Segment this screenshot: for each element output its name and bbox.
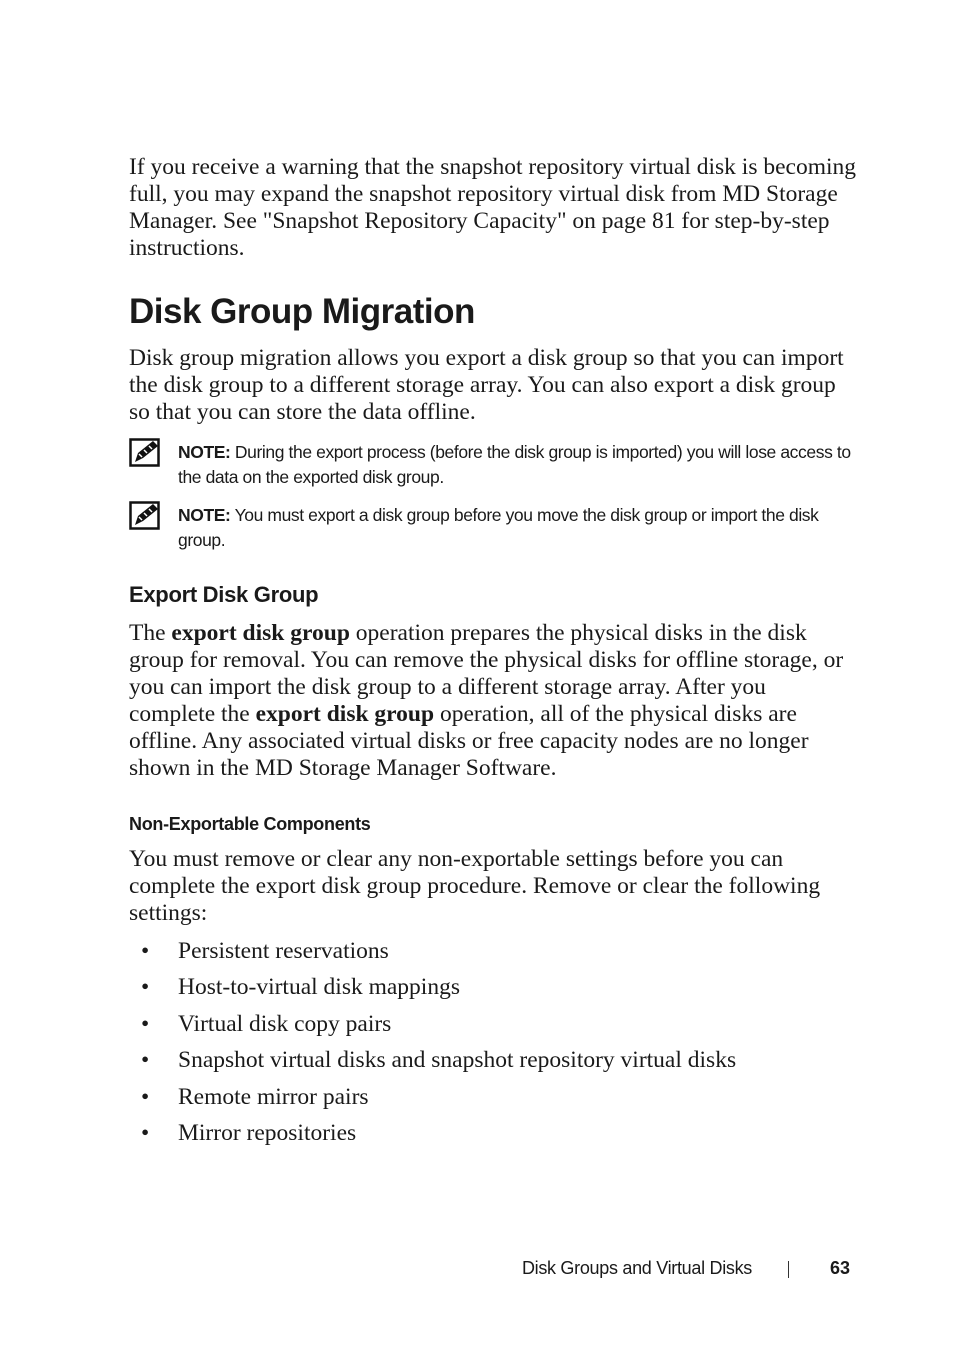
bullet: • — [141, 1010, 150, 1037]
list-item — [129, 1008, 857, 1044]
list-item-text: Host-to-virtual disk mappings — [178, 974, 460, 1001]
list-item-text: Mirror repositories — [178, 1119, 357, 1146]
section-body-paragraph: Disk group migration allows you export a disk group so that you can import the disk group to a different storage array. You can also export a disk group so that you can store the data offline. — [129, 345, 844, 425]
note-pencil-icon — [129, 438, 162, 468]
list-item-text: Remote mirror pairs — [178, 1083, 369, 1110]
list-item-text: Virtual disk copy pairs — [178, 1010, 392, 1037]
export-disk-group-paragraph — [129, 620, 857, 782]
intro-paragraph: If you receive a warning that the snapshot repository virtual disk is becoming full, you may expand the snapshot repository virtual disk from MD Storage Manager. See "Snapshot Repository Capacity" on page 81 for step-by-step instructions. — [129, 154, 857, 261]
page-number: 63 — [829, 1258, 850, 1278]
page-footer — [0, 1253, 954, 1283]
bullet: • — [141, 1047, 150, 1074]
note-1-text: During the export process (before the disk group is imported) you will lose access to the data on the exported disk group. — [178, 442, 851, 487]
footer-divider — [788, 1261, 789, 1278]
paragraph-text: operation prepares the physical disks in the disk group for removal. You can remove the physical disks for offline storage, or you can import the disk group to a different storage array. After you complete the — [129, 620, 844, 727]
subsection-title: Export Disk Group — [129, 582, 319, 607]
list-item — [129, 1044, 857, 1080]
list-item — [129, 935, 857, 971]
bullet: • — [141, 1119, 150, 1146]
list-item — [129, 1117, 857, 1153]
settings-list — [129, 935, 857, 1153]
paragraph-text: The — [129, 620, 172, 646]
bullet: • — [141, 1083, 150, 1110]
non-exportable-paragraph: You must remove or clear any non-exportable settings before you can complete the export disk group procedure. Remove or clear the following settings: — [129, 846, 821, 926]
bullet: • — [141, 974, 150, 1001]
list-item-text: Persistent reservations — [178, 938, 389, 964]
footer-section-title: Disk Groups and Virtual Disks — [521, 1258, 752, 1278]
section-title: Disk Group Migration — [129, 292, 475, 331]
list-item — [129, 1081, 857, 1117]
note-1-label: NOTE: — [178, 442, 231, 462]
list-item — [129, 971, 857, 1007]
note-2-label: NOTE: — [178, 505, 231, 525]
note-pencil-icon — [129, 501, 162, 531]
subsubsection-title: Non-Exportable Components — [129, 814, 371, 834]
bullet: • — [141, 938, 150, 964]
paragraph-bold-term: export disk group — [255, 701, 435, 727]
paragraph-bold-term: export disk group — [171, 620, 350, 646]
paragraph-text: operation, all of the physical disks are offline. Any associated virtual disks or free capacity nodes are no longer shown in the MD Storage Manager Software. — [129, 701, 809, 781]
list-item-text: Snapshot virtual disks and snapshot repository virtual disks — [178, 1047, 737, 1074]
note-2-text: You must export a disk group before you move the disk group or import the disk group. — [178, 505, 819, 550]
